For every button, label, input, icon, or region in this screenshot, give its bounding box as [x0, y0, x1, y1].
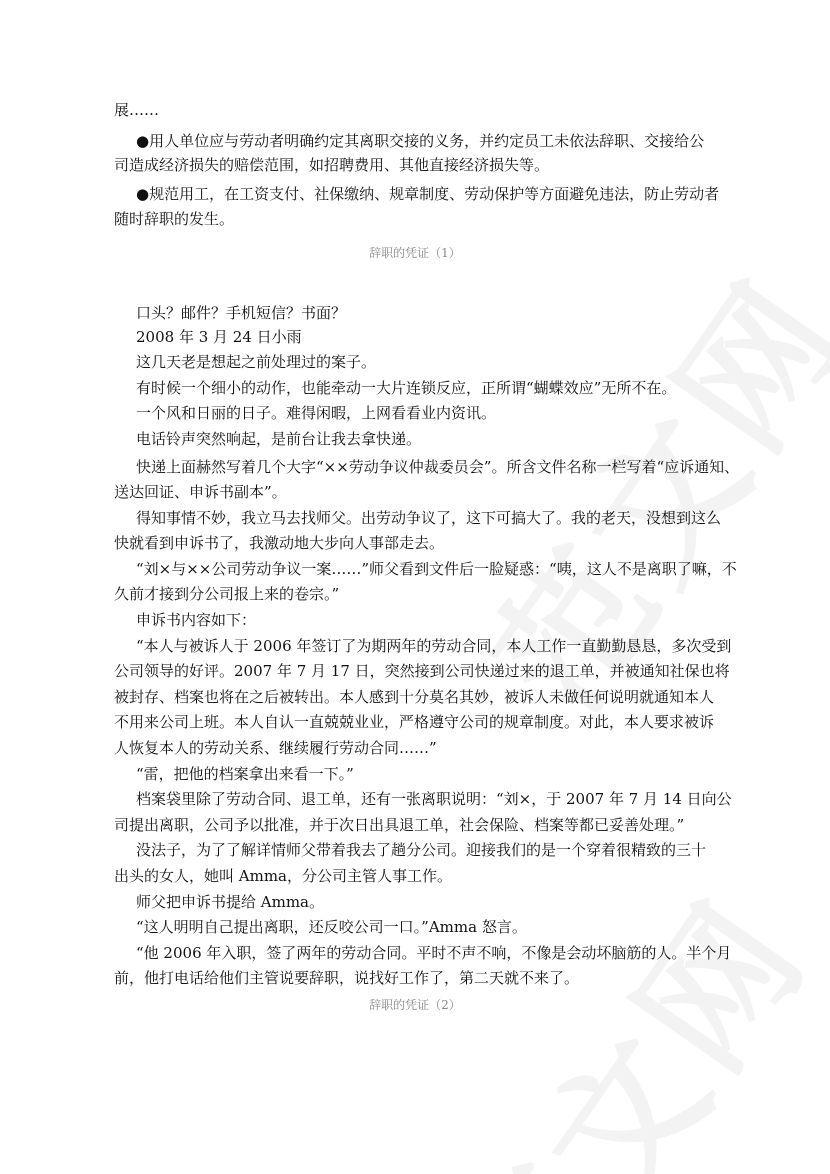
paragraph-line: 随时辞职的发生。: [114, 210, 235, 228]
paragraph-line: 2008 年 3 月 24 日小雨: [136, 328, 302, 346]
paragraph-line: 快递上面赫然写着几个大字“××劳动争议仲裁委员会”。所含文件名称一栏写着“应诉通知、: [136, 458, 740, 476]
paragraph-line: 被封存、档案也将在之后被转出。本人感到十分莫名其妙，被诉人未做任何说明就通知本人: [114, 688, 715, 706]
paragraph-line: “本人与被诉人于 2006 年签订了为期两年的劳动合同，本人工作一直勤勤恳恳，多次受到: [136, 637, 732, 655]
paragraph-line: “他 2006 年入职，签了两年的劳动合同。平时不声不响，不像是会动坏脑筋的人。半个月: [136, 944, 732, 962]
paragraph-line: 前，他打电话给他们主管说要辞职，说找好工作了，第二天就不来了。: [114, 969, 580, 987]
paragraph-line: 有时候一个细小的动作，也能牵动一大片连锁反应，正所谓“蝴蝶效应”无所不在。: [136, 379, 677, 397]
paragraph-line: “雷，把他的档案拿出来看一下。”: [136, 765, 354, 783]
paragraph-line: 得知事情不妙，我立马去找师父。出劳动争议了，这下可搞大了。我的老天，没想到这么: [136, 509, 722, 527]
bullet-line: ●规范用工，在工资支付、社保缴纳、规章制度、劳动保护等方面避免违法，防止劳动者: [136, 185, 720, 203]
paragraph-line: 展……: [114, 101, 160, 119]
paragraph-line: 没法子，为了了解详情师父带着我去了趟分公司。迎接我们的是一个穿着很精致的三十: [136, 841, 707, 859]
paragraph-line: “刘×与××公司劳动争议一案……”师父看到文件后一脸疑惑：“咦，这人不是离职了嘛，不: [136, 560, 737, 578]
paragraph-line: 这几天老是想起之前处理过的案子。: [136, 353, 377, 371]
section-caption: 辞职的凭证（2）: [369, 998, 461, 1012]
paragraph-line: “这人明明自己提出离职，还反咬公司一口。”Amma 怒言。: [136, 918, 527, 936]
paragraph-line: 口头？邮件？手机短信？书面？: [136, 304, 347, 322]
paragraph-line: 人恢复本人的劳动关系、继续履行劳动合同……”: [114, 739, 437, 757]
paragraph-line: 久前才接到分公司报上来的卷宗。”: [114, 585, 340, 603]
bullet-line: ●用人单位应与劳动者明确约定其离职交接的义务，并约定员工未依法辞职、交接给公: [136, 132, 705, 150]
paragraph-line: 快就看到申诉书了，我激动地大步向人事部走去。: [114, 534, 445, 552]
paragraph-line: 司提出离职，公司予以批准，并于次日出具退工单，社会保险、档案等都已妥善处理。”: [114, 816, 685, 834]
paragraph-line: 出头的女人，她叫 Amma，分公司主管人事工作。: [114, 867, 452, 885]
paragraph-line: 一个风和日丽的日子。难得闲暇，上网看看业内资讯。: [136, 404, 497, 422]
paragraph-line: 公司领导的好评。2007 年 7 月 17 日，突然接到公司快递过来的退工单，并被通知社保也将: [114, 662, 730, 680]
paragraph-line: 电话铃声突然响起，是前台让我去拿快递。: [136, 430, 422, 448]
paragraph-line: 司造成经济损失的赔偿范围，如招聘费用、其他直接经济损失等。: [114, 156, 550, 174]
paragraph-line: 不用来公司上班。本人自认一直兢兢业业，严格遵守公司的规章制度。对此，本人要求被诉: [114, 713, 715, 731]
paragraph-line: 送达回证、申诉书副本”。: [114, 483, 287, 501]
paragraph-line: 档案袋里除了劳动合同、退工单，还有一张离职说明：“刘×，于 2007 年 7 月 14 日向公: [136, 790, 732, 808]
paragraph-line: 师父把申诉书提给 Amma。: [136, 893, 324, 911]
section-caption: 辞职的凭证（1）: [369, 246, 461, 260]
paragraph-line: 申诉书内容如下：: [136, 611, 257, 629]
